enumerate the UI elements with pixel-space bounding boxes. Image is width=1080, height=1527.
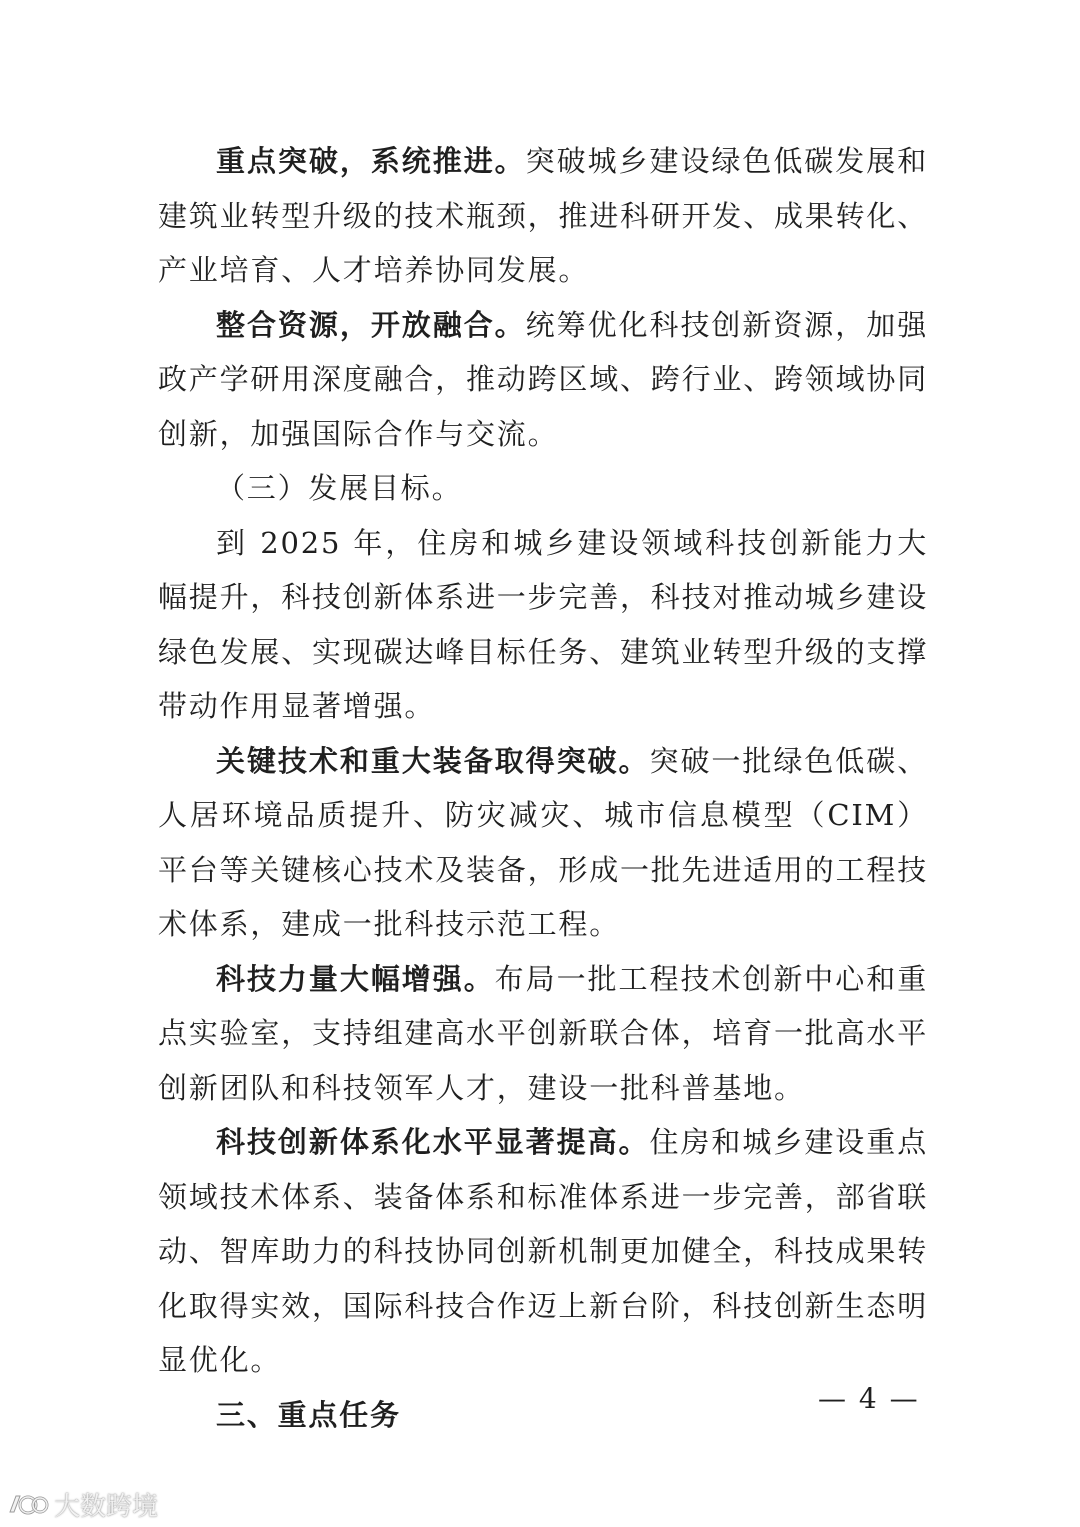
document-body xyxy=(158,134,928,1442)
paragraph-lead: 整合资源，开放融合。 xyxy=(216,307,526,342)
paragraph-text: 突破城乡建设绿色低碳发展和建筑业转型升级的技术瓶颈，推进科研开发、成果转化、产业培育、人才培养协同发展。 xyxy=(158,144,929,287)
paragraph-lead: 科技力量大幅增强。 xyxy=(216,961,495,996)
paragraph-text: 住房和城乡建设重点领域技术体系、装备体系和标准体系进一步完善，部省联动、智库助力的科技协同创新机制更加健全，科技成果转化取得实效，国际科技合作迈上新台阶，科技创新生态明显优化。 xyxy=(158,1125,929,1377)
paragraph-lead: 关键技术和重大装备取得突破。 xyxy=(216,743,650,778)
section-heading: 三、重点任务 xyxy=(216,1397,401,1432)
goal-paragraph xyxy=(158,952,928,1116)
paragraph-lead: 重点突破，系统推进。 xyxy=(216,144,526,178)
watermark xyxy=(6,1486,158,1523)
principle-paragraph xyxy=(158,298,928,462)
subsection-heading: （三）发展目标。 xyxy=(216,471,463,505)
paragraph-text: 突破一批绿色低碳、人居环境品质提升、防灾减灾、城市信息模型（CIM）平台等关键核心技术及装备，形成一批先进适用的工程技术体系，建成一批科技示范工程。 xyxy=(158,743,929,941)
goal-paragraph xyxy=(158,734,928,952)
watermark-logo-icon xyxy=(6,1489,50,1521)
paragraph-text: 布局一批工程技术创新中心和重点实验室，支持组建高水平创新联合体，培育一批高水平创新团队和科技领军人才，建设一批科普基地。 xyxy=(158,961,929,1105)
goal-intro-paragraph: 到 2025 年，住房和城乡建设领域科技创新能力大幅提升，科技创新体系进一步完善，科技对推动城乡建设绿色发展、实现碳达峰目标任务、建筑业转型升级的支撑带动作用显著增强。 xyxy=(158,525,929,723)
paragraph-lead: 科技创新体系化水平显著提高。 xyxy=(216,1125,650,1159)
goal-paragraph xyxy=(158,1115,928,1388)
paragraph-text: 统筹优化科技创新资源，加强政产学研用深度融合，推动跨区域、跨行业、跨领域协同创新，加强国际合作与交流。 xyxy=(158,307,929,451)
principle-paragraph xyxy=(158,134,928,298)
page-number: — 4 — xyxy=(818,1382,920,1415)
watermark-text: 大数跨境 xyxy=(54,1492,159,1522)
